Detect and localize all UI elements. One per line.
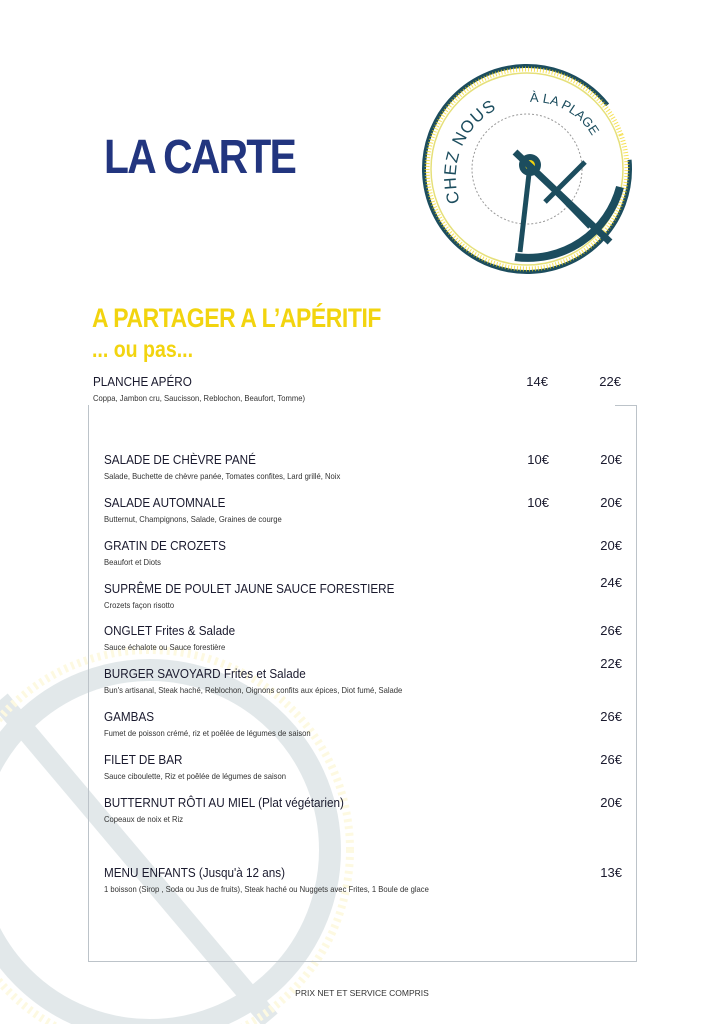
item-desc: Fumet de poisson crémé, riz et poêlée de légumes de saison [104,728,311,738]
menu-item [104,538,624,567]
item-desc: Sauce échalote ou Sauce forestière [104,642,226,652]
logo-text: CHEZ NOUS [440,95,500,206]
item-name: BURGER SAVOYARD Frites et Salade [104,666,306,681]
item-price: 26€ [600,752,622,767]
section-subtitle: ... ou pas... [92,336,194,362]
item-price: 20€ [600,495,622,510]
item-price-small: 10€ [527,452,549,467]
item-price: 26€ [600,709,622,724]
item-price: 13€ [600,865,622,880]
menu-item [104,623,624,652]
item-price-small: 10€ [527,495,549,510]
item-price-small: 14€ [526,374,548,389]
menu-item [104,865,624,894]
menu-item [104,656,624,695]
item-name: FILET DE BAR [104,752,183,767]
footer-note: PRIX NET ET SERVICE COMPRIS [295,988,429,998]
item-price: 24€ [600,575,622,590]
item-desc: 1 boisson (Sirop , Soda ou Jus de fruits), Steak haché ou Nuggets avec Frites, 1 Boule de glace [104,884,429,894]
item-name: ONGLET Frites & Salade [104,623,236,638]
item-name: PLANCHE APÉRO [93,374,192,389]
item-price: 20€ [600,795,622,810]
item-price-large: 22€ [599,374,621,389]
item-price: 20€ [600,538,622,553]
item-desc: Bun's artisanal, Steak haché, Reblochon, Oignons confits aux épices, Diot fumé, Salade [104,685,403,695]
section-title: A PARTAGER A L’APÉRITIF [92,303,382,333]
item-price: 26€ [600,623,622,638]
menu-item [104,709,624,738]
item-desc: Butternut, Champignons, Salade, Graines de courge [104,514,282,524]
item-price: 20€ [600,452,622,467]
item-name: SUPRÊME DE POULET JAUNE SAUCE FORESTIERE [104,581,395,596]
menu-item [104,752,624,781]
menu-item [104,795,624,824]
menu-item-planche [93,374,623,403]
item-name: SALADE AUTOMNALE [104,495,226,510]
item-name: BUTTERNUT RÔTI AU MIEL (Plat végétarien) [104,795,344,810]
menu-item [104,452,624,481]
menu-frame-top [615,405,636,406]
item-name: GAMBAS [104,709,155,724]
item-desc: Crozets façon risotto [104,600,175,610]
item-name: MENU ENFANTS (Jusqu'à 12 ans) [104,865,286,880]
page-title: LA CARTE [104,131,296,184]
logo-text-right: À LA PLAGE [529,89,603,138]
item-desc: Beaufort et Diots [104,557,161,567]
item-desc: Copeaux de noix et Riz [104,814,184,824]
chez-nous-logo [420,62,635,277]
item-desc: Coppa, Jambon cru, Saucisson, Reblochon, Beaufort, Tomme) [93,393,306,403]
menu-item [104,495,624,524]
item-desc: Salade, Buchette de chèvre panée, Tomates confites, Lard grillé, Noix [104,471,341,481]
item-name: GRATIN DE CROZETS [104,538,226,553]
menu-item [104,575,624,610]
item-name: SALADE DE CHÈVRE PANÉ [104,452,256,467]
item-price: 22€ [600,656,622,671]
item-desc: Sauce ciboulette, Riz et poêlée de légumes de saison [104,771,287,781]
